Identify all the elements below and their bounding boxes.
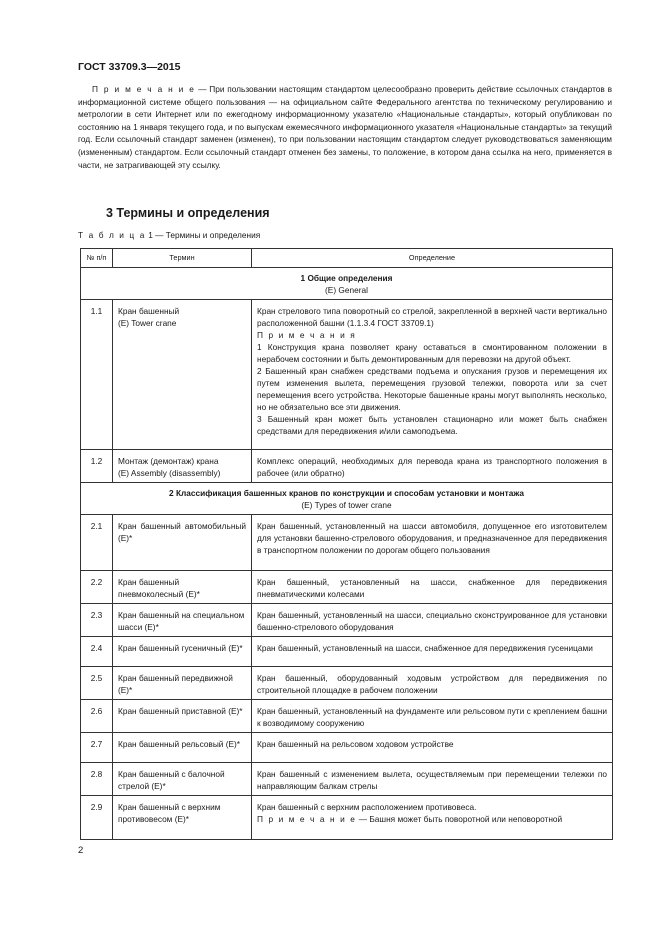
row-definition: Комплекс операций, необходимых для перевода крана из транспортного положения в рабочее (или обратно)	[252, 450, 613, 483]
row-num: 2.6	[81, 700, 113, 733]
table-row	[81, 450, 613, 483]
row-term: Кран башенный (E) Tower crane	[113, 300, 252, 450]
row-term: Кран башенный рельсовый (E)*	[113, 733, 252, 763]
table-row	[81, 637, 613, 667]
row-term: Кран башенный гусеничный (E)*	[113, 637, 252, 667]
group-1-subtitle: (E) General	[325, 285, 368, 295]
row-definition: Кран башенный с верхним расположением противовеса. П р и м е ч а н и е — Башня может быть поворотной или неповоротной	[252, 796, 613, 840]
row-note: 3 Башенный кран может быть установлен стационарно или может быть снабжен средствами для передвижения и/или самоподъема.	[257, 414, 607, 436]
group-2-subtitle: (E) Types of tower crane	[301, 500, 392, 510]
row-num: 2.4	[81, 637, 113, 667]
row-definition: Кран башенный, установленный на фундаменте или рельсовом пути с креплением башни к возводимому сооружению	[252, 700, 613, 733]
row-definition: Кран башенный с изменением вылета, осуществляемым при перемещении тележки по направляющим балкам стрелы	[252, 763, 613, 796]
group-row-2	[81, 483, 613, 515]
row-note: 2 Башенный кран снабжен средствами подъема и опускания грузов и перемещения их путем изменения вылета, перемещения грузовой тележки, поворота или за счет перемещения всего устройства. Некоторые башенные краны могут выполнять несколько, но не обязательно все эти движения.	[257, 366, 607, 412]
row-definition: Кран башенный, установленный на шасси, снабженное для передвижения пневматическими колесами	[252, 571, 613, 604]
table-header-row	[81, 249, 613, 268]
table-row	[81, 571, 613, 604]
table-row	[81, 667, 613, 700]
table-row	[81, 763, 613, 796]
note-label: П р и м е ч а н и е	[92, 84, 196, 94]
page-number: 2	[78, 845, 84, 856]
group-row-1	[81, 268, 613, 300]
row-num: 1.1	[81, 300, 113, 450]
row-term: Кран башенный приставной (E)*	[113, 700, 252, 733]
table-row	[81, 515, 613, 571]
row-term: Кран башенный автомобильный (E)*	[113, 515, 252, 571]
header-definition: Определение	[252, 249, 613, 268]
row-definition: Кран башенный на рельсовом ходовом устройстве	[252, 733, 613, 763]
table-caption: Т а б л и ц а 1 — Термины и определения	[78, 230, 261, 240]
table-row	[81, 796, 613, 840]
row-term: Кран башенный с верхним противовесом (E)*	[113, 796, 252, 840]
row-term: Кран башенный передвижной (E)*	[113, 667, 252, 700]
row-num: 1.2	[81, 450, 113, 483]
row-note: 1 Конструкция крана позволяет крану оставаться в смонтированном положении в нерабочем состоянии и быть демонтированным для перевозки на другой объект.	[257, 342, 607, 364]
row-term: Кран башенный с балочной стрелой (E)*	[113, 763, 252, 796]
table-row	[81, 733, 613, 763]
row-definition: Кран стрелового типа поворотный со стрелой, закрепленной в верхней части вертикально расположенной башни (1.1.3.4 ГОСТ 33709.1) П р и м е ч а н и я 1 Конструкция крана позволяет крану оставаться в смонтированном положении в нерабочем состоянии и быть демонтированным для перевозки на другой объект. 2 Башенный кран снабжен средствами подъема и опускания грузов и перемещения их путем изменения вылета, перемещения грузовой тележки, поворота или за счет перемещения всего устройства. Некоторые башенные краны могут выполнять несколько, но не обязательно все эти движения. 3 Башенный кран может быть установлен стационарно или может быть снабжен средствами для передвижения и/или самоподъема.	[252, 300, 613, 450]
row-num: 2.1	[81, 515, 113, 571]
row-term: Кран башенный на специальном шасси (E)*	[113, 604, 252, 637]
section-title: 3 Термины и определения	[106, 206, 270, 220]
row-term: Кран башенный пневмоколесный (E)*	[113, 571, 252, 604]
row-definition: Кран башенный, установленный на шасси автомобиля, допущенное его изготовителем для установки башенно-стрелового оборудования, и предназначенное для передвижения в транспортном положении по дорогам общего пользования	[252, 515, 613, 571]
row-term: Монтаж (демонтаж) крана (E) Assembly (disassembly)	[113, 450, 252, 483]
table-row	[81, 604, 613, 637]
row-note: П р и м е ч а н и е — Башня может быть поворотной или неповоротной	[257, 814, 563, 824]
row-num: 2.7	[81, 733, 113, 763]
header-term: Термин	[113, 249, 252, 268]
table-row	[81, 700, 613, 733]
terms-table	[80, 248, 613, 840]
reference-note	[78, 83, 612, 171]
document-header: ГОСТ 33709.3—2015	[78, 61, 181, 73]
row-definition: Кран башенный, установленный на шасси, специально сконструированное для установки башенно-стрелового оборудования	[252, 604, 613, 637]
header-num: № п/п	[81, 249, 113, 268]
note-text: — При пользовании настоящим стандартом целесообразно проверить действие ссылочных стандартов в информационной системе общего пользования — на официальном сайте Федерального агентства по техническому регулированию и метрологии в сети Интернет или по ежегодному информационному указателю «Национальные стандарты», который опубликован по состоянию на 1 января текущего года, и по выпускам ежемесячного информационного указателя «Национальные стандарты» за текущий год. Если ссылочный стандарт заменен (изменен), то при пользовании настоящим стандартом следует руководствоваться заменяющим (измененным) стандартом. Если ссылочный стандарт отменен без замены, то положение, в котором дана ссылка на него, применяется в части, не затрагивающей эту ссылку.	[78, 84, 612, 170]
row-num: 2.3	[81, 604, 113, 637]
row-definition: Кран башенный, оборудованный ходовым устройством для передвижения по строительной площадке в рабочем положении	[252, 667, 613, 700]
row-num: 2.9	[81, 796, 113, 840]
row-definition: Кран башенный, установленный на шасси, снабженное для передвижения гусеницами	[252, 637, 613, 667]
group-2-title: 2 Классификация башенных кранов по конструкции и способам установки и монтажа	[169, 488, 524, 498]
notes-label: П р и м е ч а н и я	[257, 330, 357, 340]
row-num: 2.5	[81, 667, 113, 700]
row-num: 2.2	[81, 571, 113, 604]
group-1-title: 1 Общие определения	[300, 273, 393, 283]
table-row	[81, 300, 613, 450]
row-num: 2.8	[81, 763, 113, 796]
